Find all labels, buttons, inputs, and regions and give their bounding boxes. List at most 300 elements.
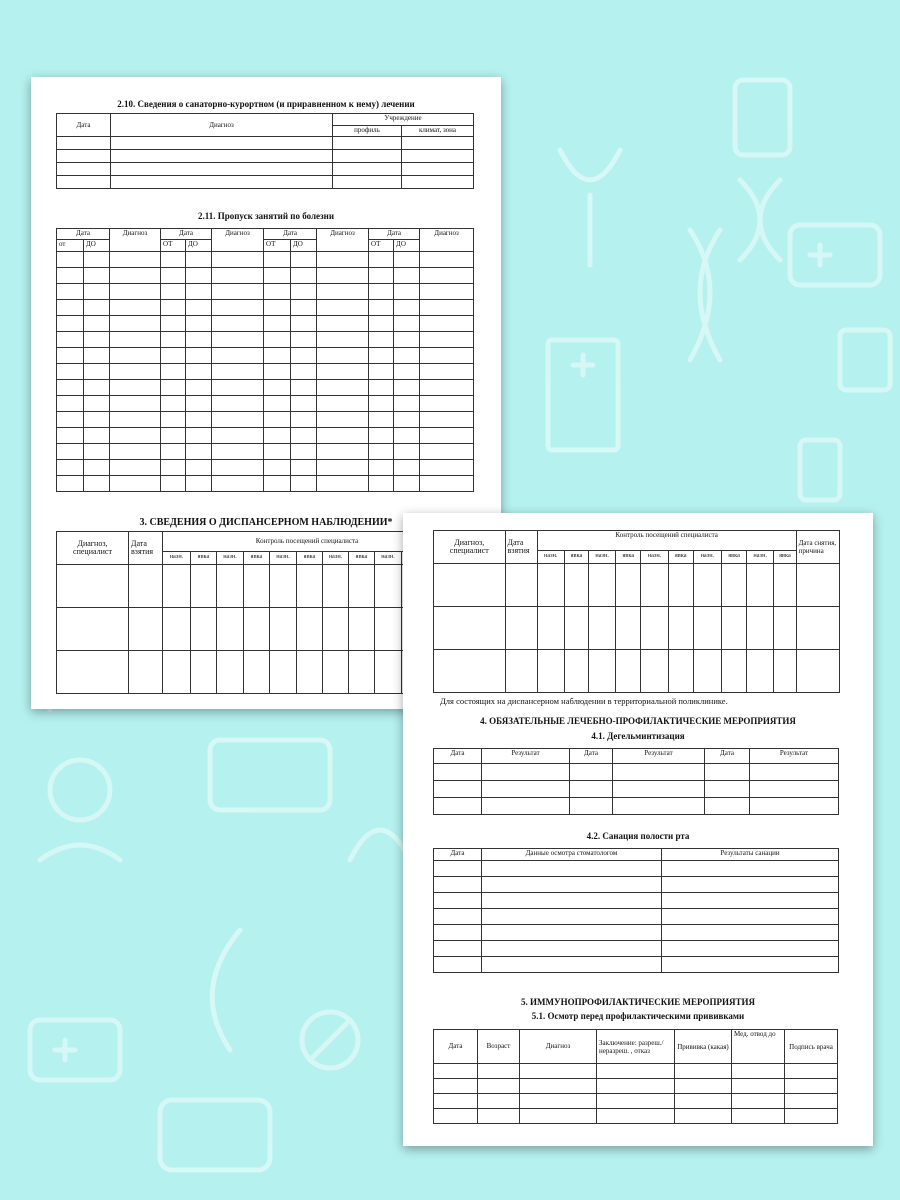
form-cell[interactable] (394, 444, 420, 460)
form-cell[interactable] (186, 460, 212, 476)
form-cell[interactable] (662, 957, 839, 973)
form-cell[interactable] (705, 798, 750, 815)
form-cell[interactable] (570, 781, 613, 798)
form-cell[interactable] (641, 650, 668, 693)
form-cell[interactable] (186, 268, 212, 284)
form-cell[interactable] (212, 428, 264, 444)
form-cell[interactable] (369, 300, 394, 316)
form-cell[interactable] (217, 608, 244, 651)
form-cell[interactable] (264, 316, 291, 332)
form-cell[interactable] (186, 428, 212, 444)
form-cell[interactable] (291, 396, 317, 412)
form-cell[interactable] (212, 284, 264, 300)
form-cell[interactable] (110, 380, 161, 396)
form-cell[interactable] (785, 1109, 838, 1124)
form-cell[interactable] (129, 651, 163, 694)
form-cell[interactable] (212, 412, 264, 428)
form-cell[interactable] (323, 651, 349, 694)
form-cell[interactable] (84, 348, 110, 364)
form-cell[interactable] (186, 380, 212, 396)
form-cell[interactable] (721, 607, 746, 650)
form-cell[interactable] (482, 941, 662, 957)
form-cell[interactable] (641, 607, 668, 650)
form-cell[interactable] (84, 316, 110, 332)
form-cell[interactable] (478, 1079, 520, 1094)
form-cell[interactable] (732, 1109, 785, 1124)
form-cell[interactable] (369, 444, 394, 460)
form-cell[interactable] (291, 412, 317, 428)
form-cell[interactable] (349, 608, 375, 651)
form-cell[interactable] (270, 651, 297, 694)
form-cell[interactable] (434, 764, 482, 781)
form-cell[interactable] (163, 608, 191, 651)
form-cell[interactable] (369, 412, 394, 428)
form-cell[interactable] (317, 316, 369, 332)
form-cell[interactable] (774, 650, 796, 693)
form-cell[interactable] (84, 364, 110, 380)
form-cell[interactable] (191, 565, 217, 608)
form-cell[interactable] (264, 300, 291, 316)
form-cell[interactable] (110, 428, 161, 444)
form-cell[interactable] (434, 957, 482, 973)
form-cell[interactable] (317, 284, 369, 300)
form-cell[interactable] (394, 476, 420, 492)
form-cell[interactable] (291, 332, 317, 348)
form-cell[interactable] (705, 781, 750, 798)
form-cell[interactable] (394, 396, 420, 412)
form-cell[interactable] (317, 332, 369, 348)
form-cell[interactable] (110, 364, 161, 380)
form-cell[interactable] (434, 781, 482, 798)
form-cell[interactable] (434, 564, 506, 607)
form-cell[interactable] (161, 316, 186, 332)
form-cell[interactable] (420, 268, 474, 284)
form-cell[interactable] (212, 460, 264, 476)
form-cell[interactable] (264, 412, 291, 428)
form-cell[interactable] (662, 941, 839, 957)
form-cell[interactable] (613, 798, 705, 815)
form-cell[interactable] (537, 650, 564, 693)
form-cell[interactable] (721, 564, 746, 607)
form-cell[interactable] (613, 764, 705, 781)
form-cell[interactable] (317, 300, 369, 316)
form-cell[interactable] (110, 268, 161, 284)
form-cell[interactable] (57, 284, 84, 300)
form-cell[interactable] (244, 608, 270, 651)
form-cell[interactable] (434, 1094, 478, 1109)
form-cell[interactable] (520, 1094, 597, 1109)
form-cell[interactable] (796, 650, 839, 693)
form-cell[interactable] (161, 284, 186, 300)
form-cell[interactable] (110, 300, 161, 316)
form-cell[interactable] (244, 651, 270, 694)
form-cell[interactable] (270, 565, 297, 608)
form-cell[interactable] (163, 651, 191, 694)
form-cell[interactable] (420, 284, 474, 300)
form-cell[interactable] (434, 1109, 478, 1124)
form-cell[interactable] (317, 460, 369, 476)
form-cell[interactable] (662, 893, 839, 909)
form-cell[interactable] (317, 364, 369, 380)
form-cell[interactable] (291, 380, 317, 396)
form-cell[interactable] (369, 476, 394, 492)
form-cell[interactable] (785, 1094, 838, 1109)
form-cell[interactable] (186, 316, 212, 332)
form-cell[interactable] (317, 252, 369, 268)
form-cell[interactable] (57, 444, 84, 460)
form-cell[interactable] (369, 380, 394, 396)
form-cell[interactable] (482, 877, 662, 893)
form-cell[interactable] (110, 252, 161, 268)
form-cell[interactable] (84, 268, 110, 284)
form-cell[interactable] (291, 348, 317, 364)
form-cell[interactable] (217, 565, 244, 608)
form-cell[interactable] (129, 565, 163, 608)
form-cell[interactable] (420, 476, 474, 492)
form-cell[interactable] (482, 893, 662, 909)
form-cell[interactable] (161, 412, 186, 428)
form-cell[interactable] (57, 300, 84, 316)
form-cell[interactable] (369, 252, 394, 268)
form-cell[interactable] (375, 651, 402, 694)
form-cell[interactable] (750, 798, 839, 815)
form-cell[interactable] (57, 651, 129, 694)
form-cell[interactable] (161, 364, 186, 380)
form-cell[interactable] (482, 861, 662, 877)
form-cell[interactable] (191, 651, 217, 694)
form-cell[interactable] (662, 861, 839, 877)
form-cell[interactable] (420, 396, 474, 412)
form-cell[interactable] (110, 476, 161, 492)
form-cell[interactable] (297, 565, 323, 608)
form-cell[interactable] (420, 412, 474, 428)
form-cell[interactable] (420, 364, 474, 380)
form-cell[interactable] (129, 608, 163, 651)
form-cell[interactable] (420, 316, 474, 332)
form-cell[interactable] (186, 332, 212, 348)
form-cell[interactable] (291, 460, 317, 476)
form-cell[interactable] (394, 412, 420, 428)
form-cell[interactable] (57, 476, 84, 492)
form-cell[interactable] (505, 564, 537, 607)
form-cell[interactable] (570, 798, 613, 815)
form-cell[interactable] (394, 364, 420, 380)
form-cell[interactable] (721, 650, 746, 693)
form-cell[interactable] (57, 332, 84, 348)
form-cell[interactable] (57, 460, 84, 476)
form-cell[interactable] (161, 444, 186, 460)
form-cell[interactable] (57, 428, 84, 444)
form-cell[interactable] (186, 444, 212, 460)
form-cell[interactable] (84, 428, 110, 444)
form-cell[interactable] (369, 268, 394, 284)
form-cell[interactable] (291, 364, 317, 380)
form-cell[interactable] (394, 428, 420, 444)
form-cell[interactable] (420, 460, 474, 476)
form-cell[interactable] (564, 607, 588, 650)
form-cell[interactable] (163, 565, 191, 608)
form-cell[interactable] (212, 380, 264, 396)
form-cell[interactable] (291, 300, 317, 316)
form-cell[interactable] (291, 268, 317, 284)
form-cell[interactable] (668, 607, 693, 650)
form-cell[interactable] (57, 316, 84, 332)
form-cell[interactable] (212, 364, 264, 380)
form-cell[interactable] (597, 1064, 675, 1079)
form-cell[interactable] (482, 798, 570, 815)
form-cell[interactable] (375, 608, 402, 651)
form-cell[interactable] (597, 1079, 675, 1094)
form-cell[interactable] (705, 764, 750, 781)
form-cell[interactable] (110, 316, 161, 332)
form-cell[interactable] (57, 412, 84, 428)
form-cell[interactable] (420, 348, 474, 364)
form-cell[interactable] (57, 565, 129, 608)
form-cell[interactable] (369, 332, 394, 348)
form-cell[interactable] (84, 380, 110, 396)
form-cell[interactable] (478, 1064, 520, 1079)
form-cell[interactable] (317, 428, 369, 444)
form-cell[interactable] (589, 607, 616, 650)
form-cell[interactable] (505, 607, 537, 650)
form-cell[interactable] (420, 332, 474, 348)
form-cell[interactable] (434, 925, 482, 941)
form-cell[interactable] (537, 607, 564, 650)
form-cell[interactable] (597, 1094, 675, 1109)
form-cell[interactable] (482, 925, 662, 941)
form-cell[interactable] (110, 348, 161, 364)
form-cell[interactable] (264, 268, 291, 284)
form-cell[interactable] (520, 1109, 597, 1124)
form-cell[interactable] (662, 925, 839, 941)
form-cell[interactable] (291, 428, 317, 444)
form-cell[interactable] (264, 252, 291, 268)
form-cell[interactable] (349, 565, 375, 608)
form-cell[interactable] (774, 607, 796, 650)
form-cell[interactable] (564, 650, 588, 693)
form-cell[interactable] (613, 781, 705, 798)
form-cell[interactable] (212, 476, 264, 492)
form-cell[interactable] (57, 268, 84, 284)
form-cell[interactable] (369, 348, 394, 364)
form-cell[interactable] (668, 564, 693, 607)
form-cell[interactable] (589, 564, 616, 607)
form-cell[interactable] (57, 348, 84, 364)
form-cell[interactable] (747, 607, 774, 650)
form-cell[interactable] (420, 444, 474, 460)
form-cell[interactable] (589, 650, 616, 693)
form-cell[interactable] (478, 1094, 520, 1109)
form-cell[interactable] (270, 608, 297, 651)
form-cell[interactable] (434, 607, 506, 650)
form-cell[interactable] (317, 268, 369, 284)
form-cell[interactable] (394, 284, 420, 300)
form-cell[interactable] (161, 460, 186, 476)
form-cell[interactable] (434, 877, 482, 893)
form-cell[interactable] (616, 607, 641, 650)
form-cell[interactable] (317, 348, 369, 364)
form-cell[interactable] (297, 608, 323, 651)
form-cell[interactable] (394, 332, 420, 348)
form-cell[interactable] (434, 909, 482, 925)
form-cell[interactable] (394, 316, 420, 332)
form-cell[interactable] (323, 608, 349, 651)
form-cell[interactable] (369, 364, 394, 380)
form-cell[interactable] (110, 412, 161, 428)
form-cell[interactable] (264, 460, 291, 476)
form-cell[interactable] (434, 893, 482, 909)
form-cell[interactable] (84, 476, 110, 492)
form-cell[interactable] (482, 957, 662, 973)
form-cell[interactable] (564, 564, 588, 607)
form-cell[interactable] (369, 396, 394, 412)
form-cell[interactable] (84, 252, 110, 268)
form-cell[interactable] (796, 607, 839, 650)
form-cell[interactable] (212, 348, 264, 364)
form-cell[interactable] (478, 1109, 520, 1124)
form-cell[interactable] (505, 650, 537, 693)
form-cell[interactable] (675, 1109, 732, 1124)
form-cell[interactable] (264, 396, 291, 412)
form-cell[interactable] (291, 284, 317, 300)
form-cell[interactable] (675, 1064, 732, 1079)
form-cell[interactable] (186, 412, 212, 428)
form-cell[interactable] (420, 380, 474, 396)
form-cell[interactable] (420, 300, 474, 316)
form-cell[interactable] (434, 1064, 478, 1079)
form-cell[interactable] (161, 348, 186, 364)
form-cell[interactable] (186, 284, 212, 300)
form-cell[interactable] (264, 380, 291, 396)
form-cell[interactable] (774, 564, 796, 607)
form-cell[interactable] (420, 252, 474, 268)
form-cell[interactable] (264, 364, 291, 380)
form-cell[interactable] (110, 444, 161, 460)
form-cell[interactable] (212, 300, 264, 316)
form-cell[interactable] (212, 396, 264, 412)
form-cell[interactable] (785, 1079, 838, 1094)
form-cell[interactable] (482, 764, 570, 781)
form-cell[interactable] (668, 650, 693, 693)
form-cell[interactable] (264, 332, 291, 348)
form-cell[interactable] (785, 1064, 838, 1079)
form-cell[interactable] (520, 1064, 597, 1079)
form-cell[interactable] (297, 651, 323, 694)
form-cell[interactable] (161, 396, 186, 412)
form-cell[interactable] (161, 300, 186, 316)
form-cell[interactable] (161, 332, 186, 348)
form-cell[interactable] (84, 396, 110, 412)
form-cell[interactable] (616, 650, 641, 693)
form-cell[interactable] (693, 607, 721, 650)
form-cell[interactable] (317, 412, 369, 428)
form-cell[interactable] (264, 348, 291, 364)
form-cell[interactable] (434, 798, 482, 815)
form-cell[interactable] (369, 428, 394, 444)
form-cell[interactable] (317, 444, 369, 460)
form-cell[interactable] (84, 460, 110, 476)
form-cell[interactable] (57, 252, 84, 268)
form-cell[interactable] (662, 909, 839, 925)
form-cell[interactable] (675, 1079, 732, 1094)
form-cell[interactable] (186, 252, 212, 268)
form-cell[interactable] (434, 650, 506, 693)
form-cell[interactable] (662, 877, 839, 893)
form-cell[interactable] (675, 1094, 732, 1109)
form-cell[interactable] (616, 564, 641, 607)
form-cell[interactable] (317, 396, 369, 412)
form-cell[interactable] (186, 348, 212, 364)
form-cell[interactable] (264, 444, 291, 460)
form-cell[interactable] (84, 284, 110, 300)
form-cell[interactable] (264, 476, 291, 492)
form-cell[interactable] (369, 460, 394, 476)
form-cell[interactable] (394, 268, 420, 284)
form-cell[interactable] (84, 332, 110, 348)
form-cell[interactable] (375, 565, 402, 608)
form-cell[interactable] (317, 476, 369, 492)
form-cell[interactable] (57, 396, 84, 412)
form-cell[interactable] (110, 332, 161, 348)
form-cell[interactable] (394, 380, 420, 396)
form-cell[interactable] (570, 764, 613, 781)
form-cell[interactable] (732, 1064, 785, 1079)
form-cell[interactable] (212, 332, 264, 348)
form-cell[interactable] (291, 444, 317, 460)
form-cell[interactable] (84, 444, 110, 460)
form-cell[interactable] (291, 316, 317, 332)
form-cell[interactable] (186, 364, 212, 380)
form-cell[interactable] (84, 412, 110, 428)
form-cell[interactable] (212, 252, 264, 268)
form-cell[interactable] (597, 1109, 675, 1124)
form-cell[interactable] (732, 1094, 785, 1109)
form-cell[interactable] (394, 348, 420, 364)
form-cell[interactable] (212, 316, 264, 332)
form-cell[interactable] (186, 300, 212, 316)
form-cell[interactable] (110, 396, 161, 412)
form-cell[interactable] (291, 252, 317, 268)
form-cell[interactable] (217, 651, 244, 694)
form-cell[interactable] (434, 861, 482, 877)
form-cell[interactable] (244, 565, 270, 608)
form-cell[interactable] (110, 460, 161, 476)
form-cell[interactable] (732, 1079, 785, 1094)
form-cell[interactable] (537, 564, 564, 607)
form-cell[interactable] (57, 608, 129, 651)
form-cell[interactable] (161, 476, 186, 492)
form-cell[interactable] (394, 460, 420, 476)
form-cell[interactable] (747, 564, 774, 607)
form-cell[interactable] (212, 444, 264, 460)
form-cell[interactable] (641, 564, 668, 607)
form-cell[interactable] (264, 428, 291, 444)
form-cell[interactable] (369, 316, 394, 332)
form-cell[interactable] (57, 364, 84, 380)
form-cell[interactable] (186, 396, 212, 412)
form-cell[interactable] (420, 428, 474, 444)
form-cell[interactable] (291, 476, 317, 492)
form-cell[interactable] (394, 300, 420, 316)
form-cell[interactable] (750, 764, 839, 781)
form-cell[interactable] (212, 268, 264, 284)
form-cell[interactable] (796, 564, 839, 607)
form-cell[interactable] (84, 300, 110, 316)
form-cell[interactable] (482, 909, 662, 925)
form-cell[interactable] (110, 284, 161, 300)
form-cell[interactable] (482, 781, 570, 798)
form-cell[interactable] (186, 476, 212, 492)
